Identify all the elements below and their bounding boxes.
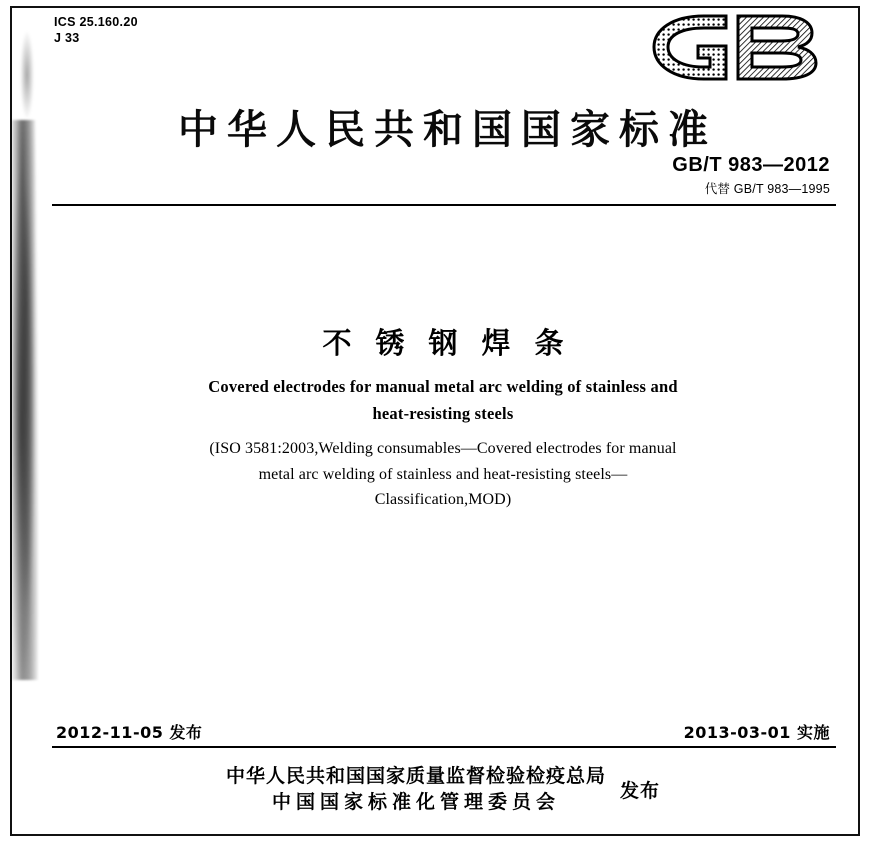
gb-logo	[642, 8, 832, 86]
cover-content	[48, 6, 838, 836]
standard-replaces: 代替 GB/T 983—1995	[704, 182, 830, 196]
standard-number: GB/T 983—2012	[672, 154, 830, 176]
implementation-date: 2013-03-01 实施	[683, 723, 830, 742]
document-title-cn: 不锈钢焊条	[322, 326, 588, 360]
header-divider	[52, 204, 836, 206]
document-title-en	[143, 374, 743, 427]
footer-divider	[52, 746, 836, 748]
ics-classification	[54, 14, 138, 46]
issue-date: 2012-11-05 发布	[56, 723, 203, 742]
iso-equivalence-note	[118, 436, 768, 513]
standard-number-block	[672, 154, 830, 197]
ics-code: ICS 25.160.20	[54, 15, 138, 29]
iso-note-line2: metal arc welding of stainless and heat-resisting steels—	[258, 465, 628, 483]
iso-note-line3: Classification,MOD)	[374, 491, 512, 509]
national-standard-title: 中华人民共和国国家标准	[178, 107, 717, 153]
publisher-action: 发布	[620, 780, 661, 803]
document-title-en-line2: heat-resisting steels	[372, 403, 514, 423]
ccs-code: J 33	[54, 31, 80, 45]
document-title-en-line1: Covered electrodes for manual metal arc welding of stainless and	[208, 377, 678, 396]
publisher-line-2: 中国国家标准化管理委员会	[271, 790, 560, 813]
publisher-line-1: 中华人民共和国国家质量监督检验检疫总局	[225, 765, 606, 787]
publisher-block	[48, 764, 838, 815]
iso-note-line1: (ISO 3581:2003,Welding consumables—Covered electrodes for manual	[209, 440, 677, 457]
